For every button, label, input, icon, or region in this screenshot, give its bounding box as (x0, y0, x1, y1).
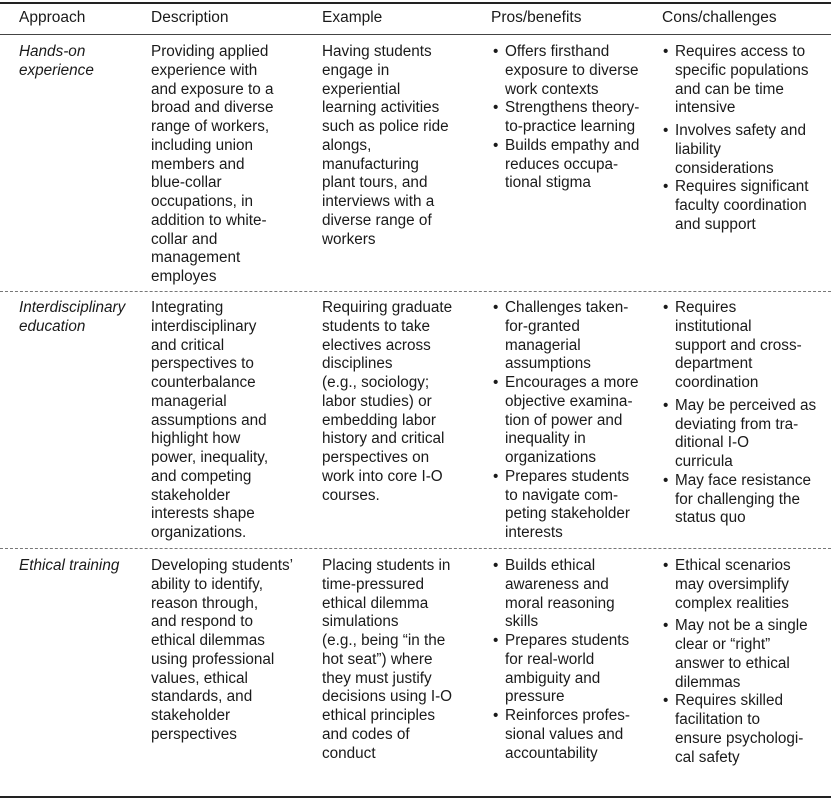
row-1-cons (663, 43, 809, 235)
row-divider (0, 548, 831, 549)
list-item: • May face resistance for challenging the status quo (663, 472, 816, 528)
header-rule (0, 34, 831, 35)
row-divider (0, 291, 831, 292)
header-pros: Pros/benefits (491, 9, 582, 26)
header-description: Description (151, 9, 229, 26)
list-item: • May be perceived as deviating from tra- ditional I-O curricula (663, 397, 816, 472)
list-item: • Requires skilled facilitation to ensure psychologi- cal safety (663, 692, 808, 767)
row-2-description: Integrating interdisciplinary and critical perspectives to counterbalance managerial assumptions and highlight how power, inequality, and competing stakeholder interests shape organizations. (151, 299, 269, 541)
row-1-approach: Hands-on experience (19, 43, 94, 79)
list-item: • Offers firsthand exposure to diverse work contexts (493, 43, 639, 99)
row-3-description: Developing students’ ability to identify, reason through, and respond to ethical dilemmas using professional values, ethical standards, and stakeholder perspectives (151, 557, 294, 743)
list-item: • Requires significant faculty coordination and support (663, 178, 809, 234)
row-2-pros (493, 299, 639, 543)
list-item: • Ethical scenarios may oversimplify complex realities (663, 557, 808, 613)
list-item: • Encourages a more objective examina- tion of power and inequality in organizations (493, 374, 639, 468)
row-2-cons (663, 299, 816, 528)
list-item: • Involves safety and liability considerations (663, 122, 809, 178)
list-item: • Requires institutional support and cross- department coordination (663, 299, 816, 393)
list-item: • Prepares students to navigate com- peting stakeholder interests (493, 468, 639, 543)
list-item: • Prepares students for real-world ambiguity and pressure (493, 632, 630, 707)
top-rule (0, 2, 831, 4)
list-item: • May not be a single clear or “right” answer to ethical dilemmas (663, 617, 808, 692)
header-approach: Approach (19, 9, 86, 26)
list-item: • Challenges taken- for-granted managerial assumptions (493, 299, 639, 374)
list-item: • Builds ethical awareness and moral reasoning skills (493, 557, 630, 632)
row-3-example: Placing students in time-pressured ethical dilemma simulations (e.g., being “in the hot seat”) where they must justify decisions using I-O ethical principles and codes of conduct (322, 557, 453, 762)
header-cons: Cons/challenges (662, 9, 777, 26)
row-1-pros (493, 43, 639, 193)
row-3-pros (493, 557, 630, 763)
row-2-approach: Interdisciplinary education (19, 299, 126, 335)
row-2-example: Requiring graduate students to take electives across disciplines (e.g., sociology; labor studies) or embedding labor history and critical perspectives on work into core I-O courses. (322, 299, 453, 504)
bottom-rule (0, 796, 831, 798)
header-example: Example (322, 9, 383, 26)
row-3-approach: Ethical training (19, 557, 120, 574)
list-item: • Requires access to specific populations and can be time intensive (663, 43, 809, 118)
row-1-description: Providing applied experience with and exposure to a broad and diverse range of workers, including union members and blue-collar occupations, in addition to white- collar and management employes (151, 43, 274, 285)
list-item: • Strengthens theory- to-practice learning (493, 99, 639, 137)
row-3-cons (663, 557, 808, 767)
row-1-example: Having students engage in experiential learning activities such as police ride alongs, manufacturing plant tours, and interviews with a diverse range of workers (322, 43, 449, 248)
list-item: • Builds empathy and reduces occupa- tional stigma (493, 137, 639, 193)
list-item: • Reinforces profes- sional values and accountability (493, 707, 630, 763)
